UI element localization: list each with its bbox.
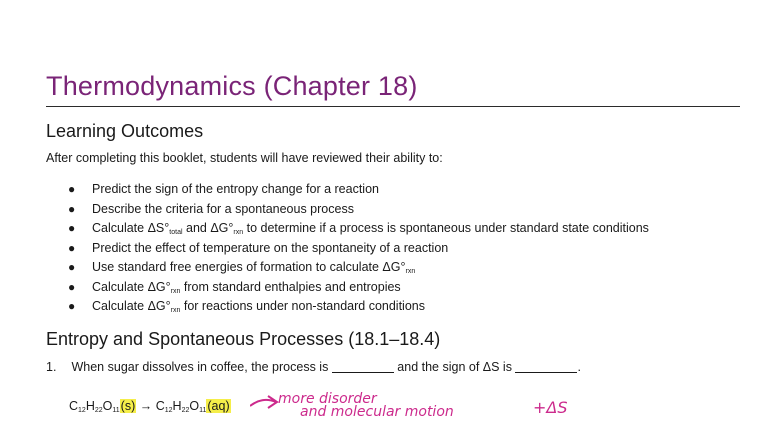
- intro-text: After completing this booklet, students will have reviewed their ability to:: [46, 151, 443, 165]
- list-item: [46, 200, 746, 220]
- equation-product: $C_{12}H_{22}O_{11}(aq)$: [155, 399, 230, 414]
- bullet-icon: ●: [68, 260, 76, 274]
- annotation-tag: +ΔS: [533, 398, 568, 417]
- dissolution-equation: [69, 399, 231, 414]
- annotation-line-1: more disorder: [278, 391, 377, 407]
- list-item: [46, 180, 746, 200]
- bullet-icon: ●: [68, 201, 76, 216]
- reaction-arrow: →: [139, 399, 153, 413]
- question-text-middle: and the sign of ΔS is: [397, 360, 512, 374]
- title-divider: [46, 106, 740, 107]
- list-item: [46, 219, 746, 239]
- outcome-text: Calculate $\Delta S^\circ_{total}$ and $\Delta G^\circ_{rxn}$ to determine if a process is spontaneous under standard state conditions: [92, 221, 649, 236]
- outcome-text: Use standard free energies of formation to calculate $\Delta G^\circ_{rxn}$: [92, 260, 416, 275]
- learning-outcomes-heading: Learning Outcomes: [46, 121, 204, 141]
- outcome-text: Describe the criteria for a spontaneous process: [92, 201, 354, 216]
- answer-blank-sign[interactable]: [515, 360, 577, 373]
- bullet-icon: ●: [68, 240, 76, 255]
- outcome-text: Calculate $\Delta G^\circ_{rxn}$ from standard enthalpies and entropies: [92, 279, 401, 295]
- section-heading: Entropy and Spontaneous Processes (18.1–18.4): [46, 329, 441, 349]
- list-item: [46, 239, 746, 259]
- answer-blank-process[interactable]: [332, 360, 394, 373]
- bullet-icon: ●: [68, 221, 76, 235]
- outcome-text: Predict the sign of the entropy change for a reaction: [92, 182, 379, 196]
- bullet-icon: ●: [68, 299, 76, 313]
- outcome-text: Calculate $\Delta G^\circ_{rxn}$ for reactions under non-standard conditions: [92, 299, 425, 314]
- equation-reactant: $C_{12}H_{22}O_{11}(s)$: [69, 399, 136, 414]
- question-text-before: When sugar dissolves in coffee, the process is: [71, 360, 329, 374]
- list-item: [46, 258, 746, 278]
- question-number: 1.: [46, 360, 57, 374]
- page-title: Thermodynamics (Chapter 18): [46, 71, 418, 101]
- question-text-end: .: [577, 360, 581, 374]
- bullet-icon: ●: [68, 279, 76, 294]
- annotation-line-2: and molecular motion: [300, 404, 454, 420]
- learning-outcomes-list: [46, 180, 746, 317]
- list-item: [46, 297, 746, 317]
- outcome-text: Predict the effect of temperature on the spontaneity of a reaction: [92, 240, 449, 255]
- list-item: [46, 278, 746, 298]
- bullet-icon: ●: [68, 182, 76, 196]
- question-1: [46, 360, 581, 374]
